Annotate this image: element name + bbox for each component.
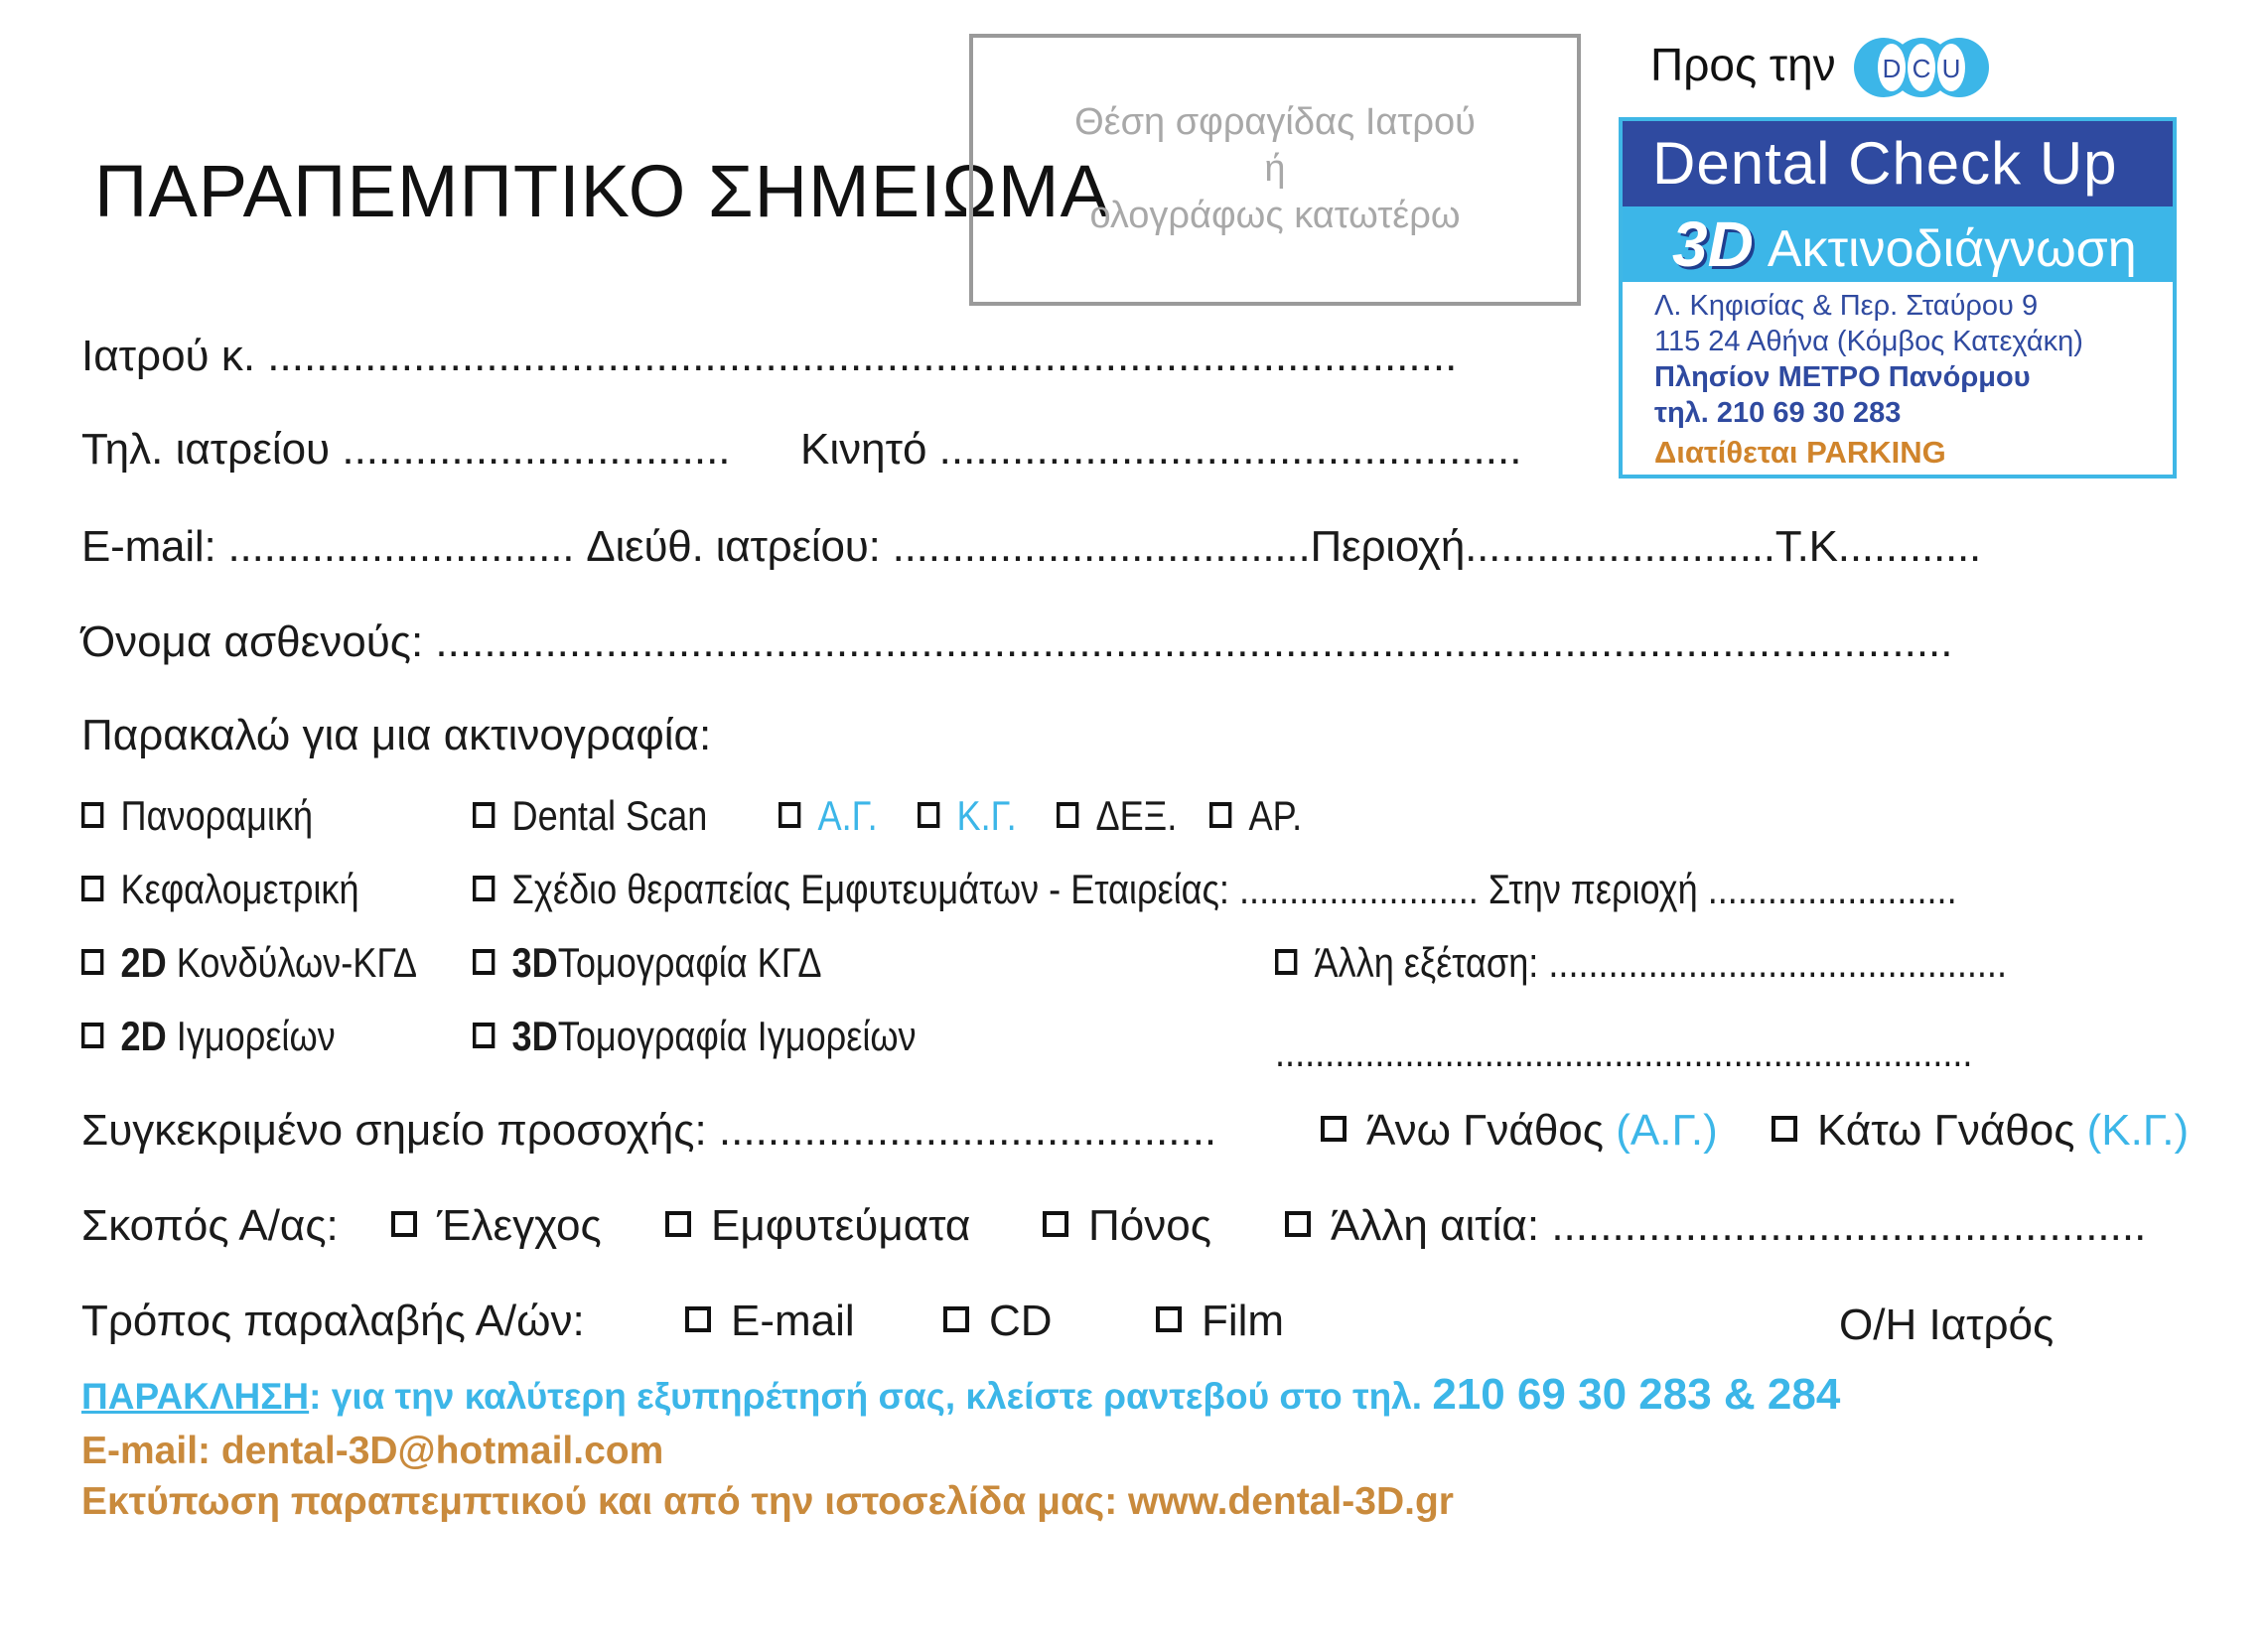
option-label: Film [1202,1297,1285,1345]
option-left[interactable] [1209,792,1302,840]
option-right[interactable] [1057,792,1177,840]
checkbox[interactable] [81,802,103,828]
checkbox[interactable] [473,949,495,975]
stamp-line-1: Θέση σφραγίδας Ιατρού [1074,101,1476,143]
checkbox[interactable] [1772,1116,1797,1142]
email-address-row[interactable]: E-mail: ............................. Διεύθ. ιατρείου: ...................................Περιοχή..........................Τ.Κ............ [81,522,1982,571]
checkbox[interactable] [685,1306,711,1332]
option-label: CD [989,1297,1053,1345]
checkbox[interactable] [81,876,103,901]
delivery-label: Τρόπος παραλαβής Α/ών: [81,1297,585,1345]
option-other-reason[interactable] [1285,1201,2146,1251]
option-label: ΔΕΞ. [1095,792,1178,839]
option-2d-sinuses[interactable] [81,1013,336,1060]
option-label: Α.Γ. [817,792,878,839]
option-label: Κεφαλομετρική [120,866,359,912]
option-label: Ιγμορείων [166,1013,336,1059]
checkbox[interactable] [81,949,103,975]
option-abbr: (Α.Γ.) [1616,1106,1718,1155]
mobile-field[interactable]: Κινητό ................................................ [800,425,1522,474]
option-cephalometric[interactable] [81,866,359,913]
option-label: ΑΡ. [1248,792,1303,839]
option-upper-jaw[interactable] [779,792,878,840]
checkbox[interactable] [473,1023,495,1048]
address-line-2: 115 24 Αθήνα (Κόμβος Κατεχάκη) [1654,326,2083,357]
svg-text:D: D [1882,54,1902,83]
checkbox[interactable] [943,1306,969,1332]
stamp-line-3: ολογράφως κατωτέρω [1089,195,1461,236]
option-label: Τομογραφία ΚΓΔ [557,939,822,986]
option-implant-plan[interactable] [473,866,1957,913]
option-label-bold: 2D [120,939,167,986]
option-lower-jaw-focus[interactable] [1772,1106,2189,1156]
option-dental-scan[interactable] [473,792,707,840]
option-other-exam[interactable] [1275,939,2007,987]
option-panoramic[interactable] [81,792,313,840]
option-label: Άλλη εξέταση: .............................................. [1314,939,2008,986]
parking-info: Διατίθεται PARKING [1654,435,1946,470]
option-label: E-mail [731,1297,855,1345]
to-label: Προς την [1650,39,1836,90]
option-label-bold: 2D [120,1013,167,1059]
checkbox[interactable] [1043,1211,1068,1237]
purpose-label: Σκοπός Α/ας: [81,1201,339,1250]
option-label: Άνω Γνάθος [1366,1106,1604,1155]
stamp-area [969,34,1581,306]
footer-website[interactable]: Εκτύπωση παραπεμπτικού και από την ιστοσελίδα μας: www.dental-3D.gr [81,1480,1454,1523]
dcu-logo [1852,36,1991,99]
checkbox[interactable] [1321,1116,1347,1142]
option-label: Έλεγχος [437,1201,602,1250]
option-label-bold: 3D [511,1013,558,1059]
metro-info: Πλησίον ΜΕΤΡΟ Πανόρμου [1654,361,2031,393]
option-delivery-email[interactable] [685,1297,855,1346]
address-line-1: Λ. Κηφισίας & Περ. Σταύρου 9 [1654,290,2039,322]
option-control[interactable] [391,1201,602,1251]
clinic-phone: τηλ. 210 69 30 283 [1654,397,1902,429]
option-delivery-film[interactable] [1156,1297,1284,1346]
option-label: Εμφυτεύματα [711,1201,971,1250]
checkbox[interactable] [918,802,939,828]
option-delivery-cd[interactable] [943,1297,1053,1346]
option-pain[interactable] [1043,1201,1211,1251]
footer-request [81,1370,1840,1420]
doctor-signature-label: Ο/Η Ιατρός [1839,1300,2055,1349]
doctor-field[interactable]: Ιατρού κ. .................................................................................................. [81,332,1458,380]
option-upper-jaw-focus[interactable] [1321,1106,1718,1156]
option-2d-condyles[interactable] [81,939,417,987]
request-text: : για την καλύτερη εξυπηρέτησή σας, κλείστε ραντεβού στο τηλ. [309,1376,1433,1417]
office-phone-field[interactable]: Τηλ. ιατρείου ................................ [81,425,731,474]
request-word: ΠΑΡΑΚΛΗΣΗ [81,1376,310,1417]
checkbox[interactable] [665,1211,691,1237]
checkbox[interactable] [1057,802,1078,828]
option-label: Κάτω Γνάθος [1817,1106,2075,1155]
request-phones: 210 69 30 283 & 284 [1432,1370,1841,1419]
checkbox[interactable] [1156,1306,1182,1332]
footer-email[interactable]: E-mail: dental-3D@hotmail.com [81,1430,664,1472]
request-label: Παρακαλώ για μια ακτινογραφία: [81,711,712,759]
checkbox[interactable] [81,1023,103,1048]
option-lower-jaw[interactable] [918,792,1017,840]
patient-name-field[interactable]: Όνομα ασθενούς: ............................................................................................................................. [81,617,1953,666]
three-d-mark: 3D [1672,208,1754,280]
option-label: Τομογραφία Ιγμορείων [557,1013,917,1059]
checkbox[interactable] [1209,802,1231,828]
option-label-bold: 3D [511,939,558,986]
option-3d-tomography-sinuses[interactable] [473,1013,917,1060]
option-3d-tomography-tmj[interactable] [473,939,821,987]
option-label: Σχέδιο θεραπείας Εμφυτευμάτων - Εταιρείας: ........................ Στην περιοχή ......................... [511,866,1957,912]
svg-text:C: C [1912,54,1931,83]
option-label: Κονδύλων-ΚΓΔ [166,939,418,986]
brand-subtitle-bar [1623,206,2173,282]
checkbox[interactable] [391,1211,417,1237]
option-implants[interactable] [665,1201,970,1251]
brand-subtitle: Ακτινοδιάγνωση [1767,220,2137,278]
page-title: ΠΑΡΑΠΕΜΠΤΙΚΟ ΣΗΜΕΙΩΜΑ [94,150,1110,232]
svg-text:U: U [1941,54,1961,83]
option-label: Πόνος [1088,1201,1211,1250]
stamp-line-2: ή [1264,148,1286,190]
clinic-logo-box [1619,117,2177,479]
checkbox[interactable] [473,802,495,828]
checkbox[interactable] [779,802,800,828]
focus-point-field[interactable]: Συγκεκριμένο σημείο προσοχής: ......................................... [81,1106,1217,1155]
brand-name: Dental Check Up [1623,121,2173,206]
checkbox[interactable] [1285,1211,1311,1237]
checkbox[interactable] [1275,949,1297,975]
other-exam-continuation[interactable]: ...................................................................... [1275,1028,1973,1075]
option-label: Πανοραμική [120,792,314,839]
option-label: Dental Scan [511,792,708,839]
checkbox[interactable] [473,876,495,901]
option-label: Άλλη αιτία: ................................................. [1331,1201,2147,1250]
option-label: Κ.Γ. [956,792,1017,839]
option-abbr: (Κ.Γ.) [2086,1106,2190,1155]
